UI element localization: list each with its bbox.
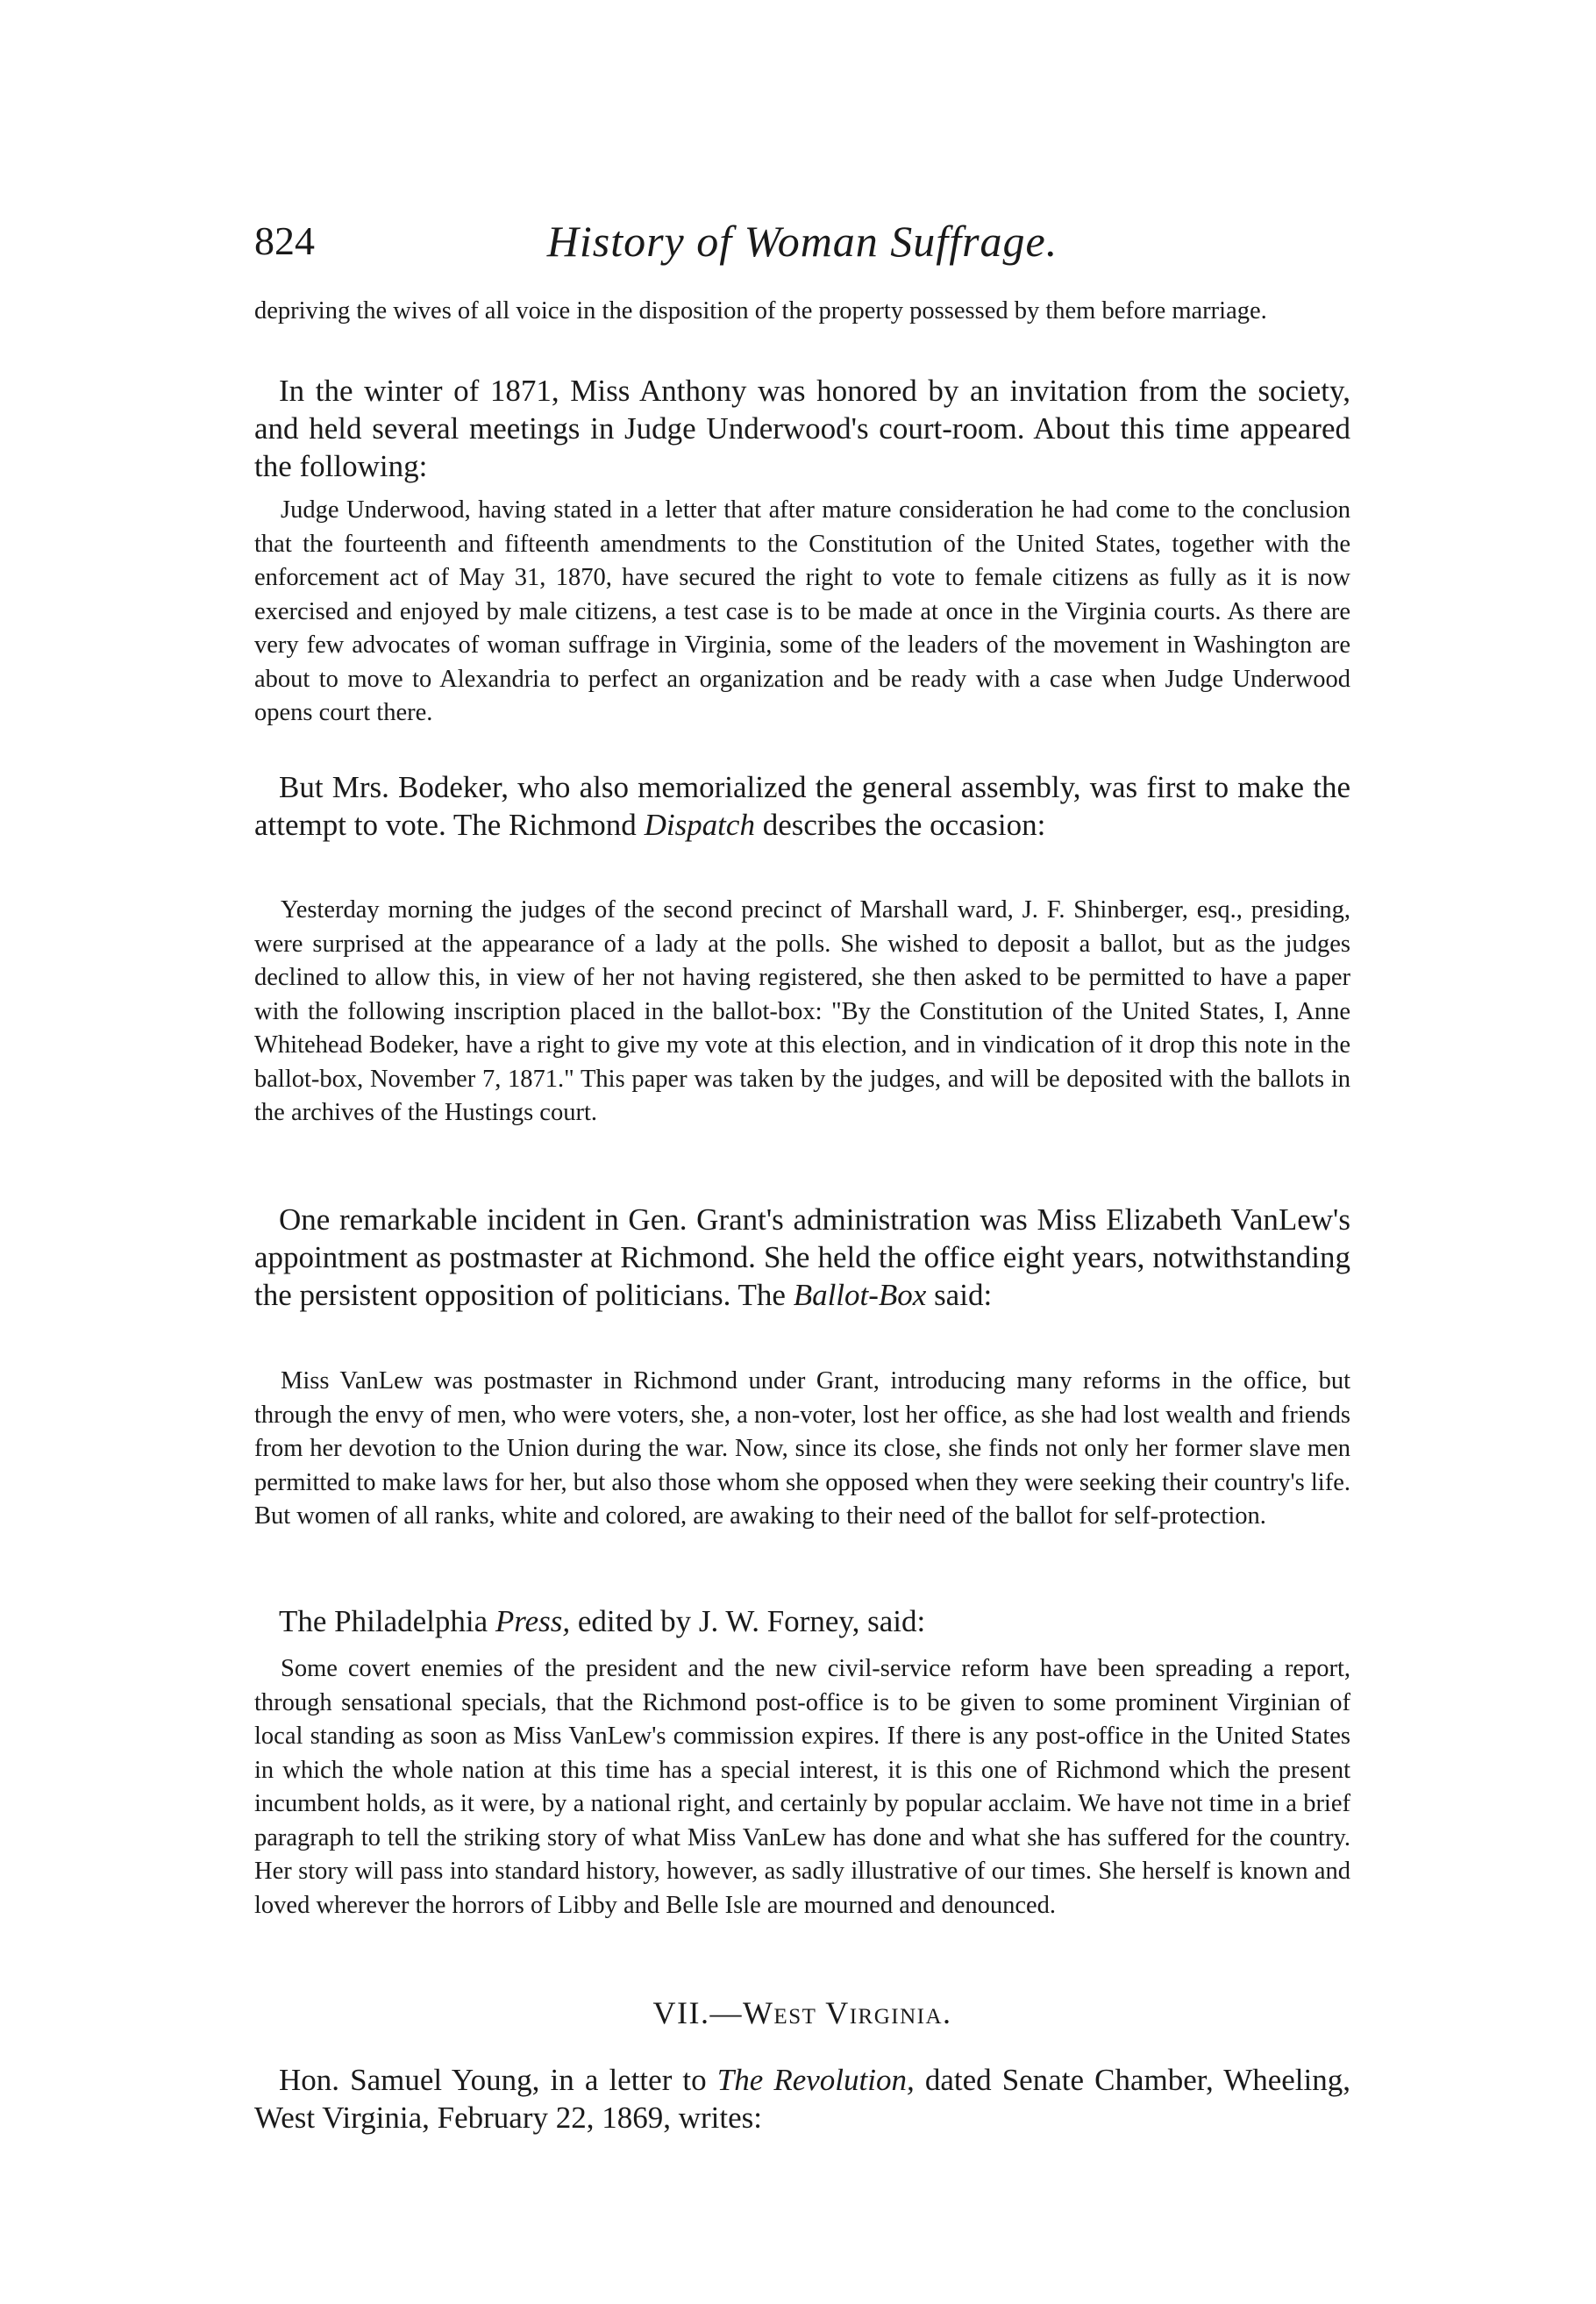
quote-ballot-box <box>254 1365 1350 1534</box>
quote-text: Miss VanLew was postmaster in Richmond under Grant, introducing many reforms in the office, but through the envy of men, who were voters, she, a non-voter, lost her office, as she had lost wealth and friends from her devotion to the Union during the war. Now, since its close, she finds not only her former slave men permitted to make laws for her, but also those whom she opposed when they were seeking their country's life. But women of all ranks, white and colored, are awaking to their need of the ballot for self-protection. <box>254 1367 1350 1530</box>
newspaper-title-revolution: The Revolution, <box>716 2063 915 2097</box>
newspaper-title-ballot-box: Ballot-Box <box>793 1278 927 1312</box>
paragraph-philadelphia-press <box>254 1602 1350 1640</box>
quote-text: Some covert enemies of the president and the new civil-service reform have been spreading a report, through sensational specials, that the Richmond post-office is to be given to some prominent Virginian of local standing as soon as Miss VanLew's commission expires. If there is any post-office in the United States in which the whole nation at this time has a special interest, it is this one of Richmond which the present incumbent holds, as it were, by a national right, and certainly by popular acclaim. We have not time in a brief paragraph to tell the striking story of what Miss VanLew has done and what she has suffered for the country. Her story will pass into standard history, however, as sadly illustrative of our times. She herself is known and loved wherever the horrors of Libby and Belle Isle are mourned and denounced. <box>254 1655 1350 1919</box>
page-number: 824 <box>254 218 315 263</box>
text-run: dated Senate Chamber, Wheeling, West Virginia, February 22, 1869, writes: <box>254 2063 1350 2135</box>
text-run: Hon. Samuel Young, in a letter to <box>279 2063 717 2097</box>
paragraph-continuation <box>254 295 1350 329</box>
paragraph-text: In the winter of 1871, Miss Anthony was honored by an invitation from the society, and held several meetings in Judge Underwood's court-room. About this time appeared the following: <box>254 374 1350 483</box>
text-run: describes the occasion: <box>754 808 1046 842</box>
quote-text: Judge Underwood, having stated in a letter that after mature consideration he had come to the conclusion that the fourteenth and fifteenth amendments to the Constitution of the United States, together with the enforcement act of May 31, 1870, have secured the right to vote to female citizens as fully as it is now exercised and enjoyed by male citizens, a test case is to be made at once in the Virginia courts. As there are very few advocates of woman suffrage in Virginia, some of the leaders of the movement in Washington are about to move to Alexandria to perfect an organization and be ready with a case when Judge Underwood opens court there. <box>254 496 1350 726</box>
paragraph-text <box>254 2061 1350 2136</box>
paragraph-anthony-invitation <box>254 372 1350 485</box>
paragraph-samuel-young <box>254 2061 1350 2136</box>
running-title: History of Woman Suffrage. <box>546 217 1058 266</box>
page-header <box>254 210 1350 272</box>
quote-judge-underwood <box>254 494 1350 731</box>
paragraph-vanlew <box>254 1201 1350 1314</box>
text-run: said: <box>926 1278 993 1312</box>
quote-text: Yesterday morning the judges of the second precinct of Marshall ward, J. F. Shinberger, esq., presiding, were surprised at the appearance of a lady at the polls. She wished to deposit a ballot, but as the judges declined to allow this, in view of her not having registered, she then asked to be permitted to have a paper with the following inscription placed in the ballot-box: "By the Constitution of the United States, I, Anne Whitehead Bodeker, have a right to give my vote at this election, and in vindication of it drop this note in the ballot-box, November 7, 1871." This paper was taken by the judges, and will be deposited with the ballots in the archives of the Hustings court. <box>254 896 1350 1126</box>
quote-richmond-dispatch <box>254 894 1350 1131</box>
paragraph-text <box>254 768 1350 844</box>
newspaper-title-press: Press, <box>495 1604 571 1638</box>
text-run: But Mrs. Bodeker, who also memorialized the general assembly, was first to make the attempt to vote. The Richmond <box>254 770 1350 842</box>
newspaper-title-dispatch: Dispatch <box>644 808 755 842</box>
text-run: One remarkable incident in Gen. Grant's administration was Miss Elizabeth VanLew's appointment as postmaster at Richmond. She held the office eight years, notwithstanding the persistent opposition of politicians. The <box>254 1202 1350 1312</box>
quote-philadelphia-press <box>254 1652 1350 1922</box>
paragraph-text: depriving the wives of all voice in the disposition of the property possessed by them before marriage. <box>254 297 1267 325</box>
section-heading-west-virginia: VII.—West Virginia. <box>652 1995 952 2030</box>
paragraph-text <box>254 1201 1350 1314</box>
paragraph-text <box>254 1602 1350 1640</box>
text-run: The Philadelphia <box>279 1604 495 1638</box>
paragraph-bodeker <box>254 768 1350 844</box>
text-run: edited by J. W. Forney, said: <box>570 1604 926 1638</box>
